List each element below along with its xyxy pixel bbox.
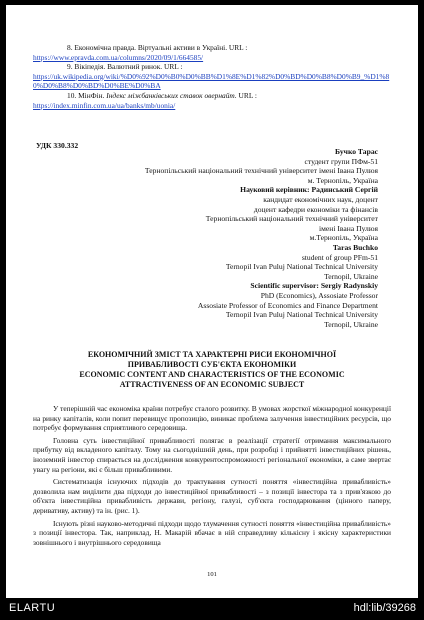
author-line: Scientific supervisor: Sergiy Radynskiy [250,281,378,291]
page-number: 101 [207,571,217,578]
document-page [6,5,418,598]
title-line: ECONOMIC CONTENT AND CHARACTERISTICS OF THE ECONOMIC [79,370,345,379]
author-block [18,147,378,329]
body-paragraph: Систематизація існуючих підходів до трактування сутності поняття «інвестиційна привабливість» дозволила нам виділити два підходи до інвестиційної привабливості – з позиції інвестора та з прив'язкою до об'єкта інвестиційна привабливість держави, регіону, галузі, суб'єкта господарювання (цінного паперу, деривативу, активу) та ін. (рис. 1). [33,477,391,515]
author-line: Ternopil, Ukraine [324,271,378,281]
author-line: студент групи ПФм-51 [304,156,378,166]
author-line: м. Тернопіль, Україна [307,175,378,185]
author-line: кандидат економічних наук, доцент [263,194,378,204]
author-line: доцент кафедри економіки та фінансів [253,204,378,214]
body-paragraph: Існують різні науково-методичні підходи щодо тлумачення сутності поняття «інвестиційна привабливість» з позиції інвестора. Так, наприклад, Н. Макарій вбачає в ній справедливу кількісну і якісну характеристики зовнішнього і внутрішнього середовища [33,518,391,547]
author-line: імені Івана Пулюя [319,223,378,233]
author-line: Ternopil Ivan Puluj National Technical University [225,310,378,320]
author-line: Тернопільський національний технічний університет [205,214,378,224]
author-line: Taras Buchko [332,242,378,252]
author-line: Бучко Тарас [335,147,378,156]
author-line: Науковий керівник: Радинський Сергій [240,185,378,195]
body-paragraph: У теперішній час економіка країни потребує сталого розвитку. В умовах жорсткої міжнародної конкуренції на ринку капіталів, коли попит перевищує пропозицію, виникає проблема залучення інвестиційних ресурсів, що потребує формування сприятливого середовища. [33,404,391,433]
title-line: ЕКОНОМІЧНИЙ ЗМІСТ ТА ХАРАКТЕРНІ РИСИ ЕКОНОМІЧНОЇ [87,350,337,359]
body-paragraph: Головна суть інвестиційної привабливості полягає в реалізації стратегії отримання максимального прибутку від вкладеного капіталу. Тому на сьогоднішній день, при розробці і прийнятті інвестиційних рішень, іноземний інвестор спирається на дослідження конкурентоспроможності регіональної економіки, а саме звертає увагу на регіони, які є більш привабливими. [33,435,391,474]
author-line: Тернопільський національний технічний університет імені Івана Пулюя [144,166,378,176]
title-line: ATTRACTIVENESS OF AN ECONOMIC SUBJECT [119,380,305,389]
title-line: ПРИВАБЛИВОСТІ СУБ'ЄКТА ЕКОНОМІКИ [127,360,297,369]
reference-item: 8. Економічна правда. Віртуальні активи в Україні. URL : https://www.epravda.com.ua/columns/2020/09/1/664585/ [33,43,399,62]
author-line: student of group PFm-51 [301,252,378,262]
reference-link[interactable]: https://uk.wikipedia.org/wiki/%D0%92%D0%B0%D0%BB%D1%8E%D1%82%D0%BD%D0%B8%D0%B9_%D1%80%D0%B8%D0%BD%D0%BE%D0%BA [33,71,390,91]
article-title [26,350,398,390]
author-line: Ternopil, Ukraine [324,319,378,329]
author-line: Ternopil Ivan Puluj National Technical University [225,262,378,272]
reference-link[interactable]: https://www.epravda.com.ua/columns/2020/09/1/664585/ [33,52,204,62]
author-line: Assosiate Professor of Economics and Finance Department [197,300,378,310]
reference-link[interactable]: https://index.minfin.com.ua/ua/banks/mb/uonia/ [33,100,176,110]
repository-label: ELARTU [9,602,56,614]
reference-item: 10. МінФін. Індекс міжбанківських ставок овернайт. URL : https://index.minfin.com.ua/ua/banks/mb/uonia/ [33,91,399,110]
author-line: PhD (Economics), Assosiate Professor [260,290,378,300]
reference-list [33,43,399,110]
handle-label: hdl:lib/39268 [353,602,416,614]
udk-code: УДК 330.332 [36,141,79,150]
article-body [33,404,391,550]
author-line: м.Тернопіль, Україна [309,233,378,243]
reference-item: 9. Вікіпедія. Валютний ринок. URL : https://uk.wikipedia.org/wiki/%D0%92%D0%B0%D0%BB%D1%8E%D1%82%D0%BD%D0%B8%D0%B9_%D1%80%D0%B8%D0%BD%D0%BE%D0%BA [33,62,399,91]
